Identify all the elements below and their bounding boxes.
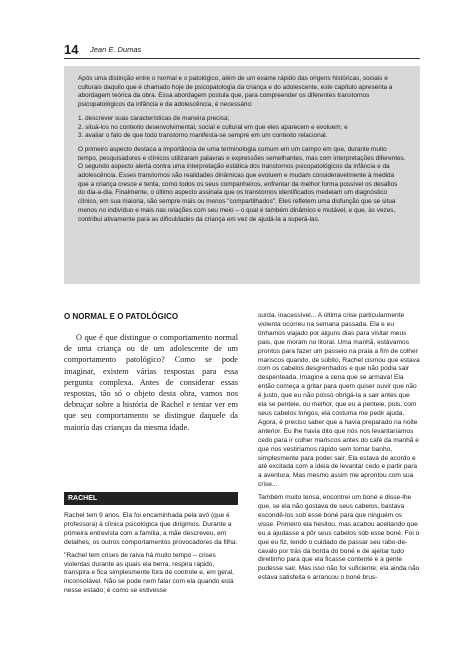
case-paragraph: Rachel tem 9 anos. Ela foi encaminhada pela avó (que é professora) à clínica psicológica que dirigimos. Durante a primeira entrevista com a família, a mãe descreveu, em detalhes, os outros comportamentos provocadores da filha: (64, 512, 238, 546)
page-number: 14 (64, 42, 79, 57)
section-title: O NORMAL E O PATOLÓGICO (64, 312, 179, 321)
right-column (258, 312, 420, 583)
page-header (64, 42, 420, 59)
left-column (64, 312, 238, 433)
case-quote-continued: surda, inacessível... A última crise particularmente violenta ocorreu na semana passada. Ela e eu tínhamos viajado por alguns dias para visitar meus pais, que moram no litoral. Uma manhã, estávamos prontos para fazer um passeio na praia a fim de colher mariscos quando, de súbito, Rachel cismou que estava com os cabelos desgrenhados e que não podia sair despenteada. Imagine a cena que se armava! Ela então começa a gritar para quem quiser ouvir que não é justo, que eu não posso obrigá-la a sair antes que ela se penteie, ou melhor, que eu a penteie, pois, com seus cabelos longos, ela costuma me pedir ajuda. Agora, é preciso saber que a havia preparado na noite anterior. Eu lhe havia dito que nós nos levantaríamos cedo para ir colher mariscos antes do café da manhã e que nos vestiríamos rápido sem tomar banho, simplesmente para poder sair. Ela estava de acordo e até excitada com a ideia de levantar cedo e partir para a aventura. Mas mesmo assim me aprontou com sua crise... (258, 312, 420, 489)
case-label: RACHEL (68, 495, 98, 502)
case-text-left (64, 512, 238, 596)
header-rule (64, 58, 420, 59)
section-intro: O que é que distingue o comportamento normal de uma criança ou de um adolescente de um comportamento patológico? Como se pode imaginar, existem várias respostas para essa pergunta complexa. Antes de considerar essas respostas, tão só o objeto desta obra, vamos nos debruçar sobre a história de Rachel e tentar ver em que seu comportamento se distingue daquele da maioria das crianças da mesma idade. (64, 333, 238, 432)
summary-list (78, 115, 406, 141)
summary-paragraph: O primeiro aspecto destaca a importância de uma terminologia comum em um campo em que, durante muito tempo, pesquisadores e clínicos utilizaram palavras e expressões semelhantes, mas com interpretações diferentes. O segundo aspecto alerta contra uma interpretação estática dos transtornos psicopatológicos da infância e da adolescência. Esses transtornos são realidades dinâmicas que evoluem e mudam consideravelmente à medida que a criança cresce e tenta, como todos os seus companheiros, enfrentar da melhor forma possível os desafios do dia-a-dia. Finalmente, o último aspecto assinala que os transtornos identificados medeiam um diagnóstico clínico, em sua maioria, são sempre mais ou menos "compartilhados". Eles refletem uma disfunção que se situa menos no indivíduo e mais nas relações com seu meio – o qual é também dinâmico e mutável, e que, às vezes, contribui ativamente para as dificuldades da criança em vez de ajudá-la a superá-las. (78, 145, 406, 223)
case-quote-paragraph: Também muito tensa, encontrei um boné e disse-lhe que, se ela não gostava de seus cabelos, bastava escondê-los sob esse boné para que ninguém os visse. Primeiro ela hesitou, mas acabou aceitando que eu a ajudasse a pôr seus cabelos sob esse boné. Foi o que eu fiz, tendo o cuidado de passar seu rabo-de-cavalo por trás da borda do boné e de ajeitar tudo direitinho para que ela ficasse contente e a gente pudesse sair. Mas isso não foi suficiente; ela ainda não estava satisfeita e arrancou o boné brus- (258, 494, 420, 582)
case-label-bar (64, 492, 238, 505)
running-header-author: Jean E. Dumas (90, 45, 142, 54)
case-quote: "Rachel tem crises de raiva há muito tempo – crises violentas durante as quais ela berra, respira rápido, transpira e fica simplesmente fora de controle e, em geral, inconsolável. Não se pode nem falar com ela quando está nesse estado; é como se estivesse (64, 551, 235, 595)
summary-item: 2. situá-los no contexto desenvolvimental, social e cultural em que eles aparecem e evoluem; e (78, 123, 348, 131)
summary-item: 1. descrever suas características de maneira precisa; (78, 114, 230, 122)
summary-intro: Após uma distinção entre o normal e o patológico, além de um exame rápido das origens históricas, sociais e culturais daquilo que é chamado hoje de psicopatologia da criança e do adolescente, este capítulo apresenta a abordagem teórica da obra. Essa abordagem postula que, para compreender os diferentes transtornos psicopatológicos da infância e da adolescência, é necessário: (78, 75, 393, 109)
summary-item: 3. avaliar o fato de que todo transtorno manifesta-se sempre em um contexto relacional. (78, 132, 328, 140)
chapter-summary-box (64, 66, 420, 284)
